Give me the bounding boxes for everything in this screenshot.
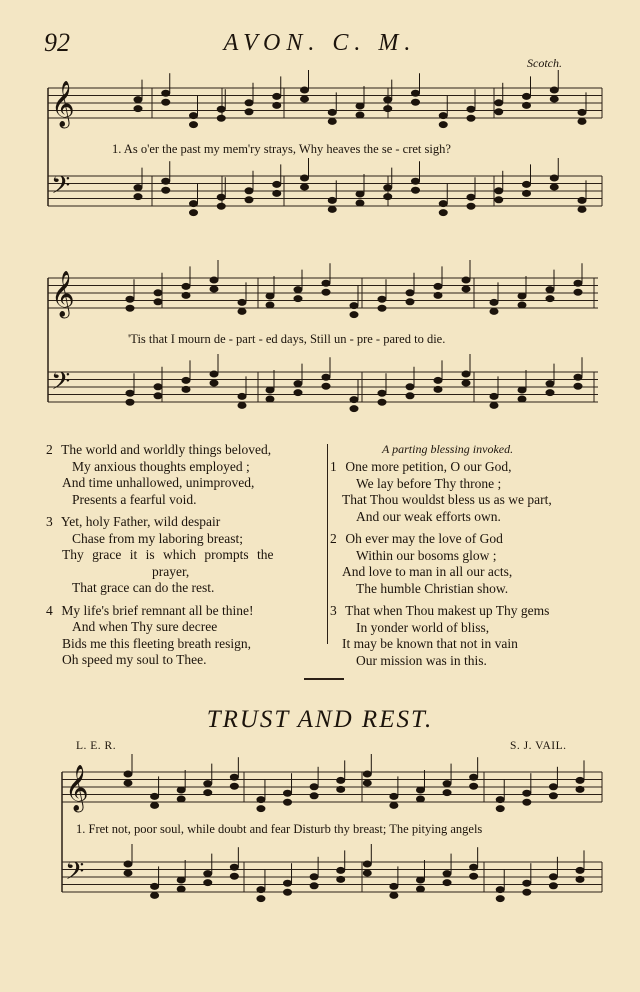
note-head <box>238 308 246 314</box>
treble-clef-icon: 𝄞 <box>51 81 75 127</box>
note-head <box>356 112 364 118</box>
note-head <box>523 181 531 187</box>
note-head <box>257 797 265 803</box>
note-head <box>350 312 358 318</box>
note-head <box>124 780 132 786</box>
note-head <box>378 305 386 311</box>
note-head <box>162 90 170 96</box>
note-head <box>294 381 302 387</box>
verse-number: 4 <box>46 602 53 618</box>
note-head <box>470 873 478 879</box>
verse-line: My anxious thoughts employed ; <box>72 458 250 474</box>
avon-treble-notes-2 <box>126 260 582 318</box>
note-head <box>518 293 526 299</box>
note-head <box>126 305 134 311</box>
note-head <box>496 797 504 803</box>
verse-number: 3 <box>46 514 53 529</box>
verse-3 <box>330 603 630 669</box>
verse-line: One more petition, O our God, <box>345 459 512 474</box>
note-head <box>301 87 309 93</box>
verses-right-column <box>330 459 630 669</box>
verse-line: That Thou wouldst bless us as we part, <box>342 492 552 507</box>
note-head <box>126 390 134 396</box>
verse-line: prayer, <box>152 563 190 579</box>
note-head <box>412 99 420 105</box>
avon-treble-staff-1 <box>48 81 602 129</box>
note-head <box>210 277 218 283</box>
verse-line: Bids me this fleeting breath resign, <box>62 635 251 651</box>
note-head <box>470 864 478 870</box>
verse-line: The world and worldly things beloved, <box>61 442 272 457</box>
note-head <box>462 380 470 386</box>
note-head <box>151 793 159 799</box>
verse-line: In yonder world of bliss, <box>356 619 490 635</box>
verse-line: Our mission was in this. <box>356 652 487 668</box>
note-head <box>301 175 309 181</box>
note-head <box>204 880 212 886</box>
note-head <box>257 806 265 812</box>
note-head <box>134 185 142 191</box>
note-head <box>190 113 198 119</box>
verses-left-column <box>46 442 326 669</box>
note-head <box>434 377 442 383</box>
note-head <box>550 96 558 102</box>
note-head <box>322 383 330 389</box>
note-head <box>154 299 162 305</box>
note-head <box>443 880 451 886</box>
note-head <box>434 292 442 298</box>
note-head <box>151 883 159 889</box>
note-head <box>204 781 212 787</box>
note-head <box>546 381 554 387</box>
bass-clef-icon: 𝄢 <box>51 367 71 402</box>
verse-line: Within our bosoms glow ; <box>356 547 497 563</box>
verse-line: That grace can do the rest. <box>72 580 215 595</box>
note-head <box>284 790 292 796</box>
note-head <box>124 870 132 876</box>
composer-credit-scotch: Scotch. <box>527 56 562 70</box>
note-head <box>523 190 531 196</box>
note-head <box>467 203 475 209</box>
note-head <box>518 302 526 308</box>
note-head <box>550 175 558 181</box>
note-head <box>490 299 498 305</box>
treble-clef-icon: 𝄞 <box>65 765 89 811</box>
note-head <box>576 777 584 783</box>
note-head <box>495 100 503 106</box>
note-head <box>294 296 302 302</box>
note-head <box>495 109 503 115</box>
note-head <box>257 896 265 902</box>
note-head <box>578 118 586 124</box>
bass-clef-icon: 𝄢 <box>65 857 85 892</box>
note-head <box>378 399 386 405</box>
note-head <box>310 793 318 799</box>
note-head <box>310 874 318 880</box>
note-head <box>546 296 554 302</box>
note-head <box>190 210 198 216</box>
note-head <box>406 393 414 399</box>
avon-bass-notes-2 <box>126 354 582 412</box>
note-head <box>378 390 386 396</box>
avon-lyric-line-2: 'Tis that I mourn de - part - ed days, Still un - pre - pared to die. <box>128 332 446 346</box>
note-head <box>151 802 159 808</box>
note-head <box>574 374 582 380</box>
note-head <box>523 790 531 796</box>
note-head <box>412 90 420 96</box>
note-head <box>495 197 503 203</box>
verse-2 <box>46 442 326 508</box>
note-head <box>434 283 442 289</box>
note-head <box>230 864 238 870</box>
note-head <box>124 861 132 867</box>
note-head <box>154 384 162 390</box>
note-head <box>177 796 185 802</box>
verse-line: Yet, holy Father, wild despair <box>60 514 221 529</box>
note-head <box>124 771 132 777</box>
note-head <box>337 867 345 873</box>
note-head <box>523 880 531 886</box>
note-head <box>363 771 371 777</box>
note-head <box>549 874 557 880</box>
note-head <box>356 103 364 109</box>
note-head <box>495 188 503 194</box>
note-head <box>177 877 185 883</box>
note-head <box>177 787 185 793</box>
page-number: 92 <box>44 28 70 57</box>
note-head <box>190 122 198 128</box>
verse-number: 2 <box>330 531 337 546</box>
note-head <box>574 383 582 389</box>
note-head <box>416 886 424 892</box>
note-head <box>350 406 358 412</box>
verse-number: 1 <box>330 459 337 474</box>
note-head <box>378 296 386 302</box>
note-head <box>182 377 190 383</box>
note-head <box>356 191 364 197</box>
note-head <box>439 113 447 119</box>
note-head <box>434 386 442 392</box>
note-head <box>126 296 134 302</box>
section-caption-parting-blessing: A parting blessing invoked. <box>382 442 514 456</box>
note-head <box>363 870 371 876</box>
verse-line: It may be known that not in vain <box>342 636 518 651</box>
verse-2 <box>330 531 630 597</box>
note-head <box>390 802 398 808</box>
note-head <box>154 290 162 296</box>
trust-lyric-line-1: 1. Fret not, poor soul, while doubt and fear Disturb thy breast; The pitying angels <box>76 822 483 836</box>
note-head <box>154 393 162 399</box>
composer-credit-vail: S. J. VAIL. <box>510 740 567 752</box>
note-head <box>245 100 253 106</box>
note-head <box>301 184 309 190</box>
note-head <box>162 178 170 184</box>
note-head <box>546 390 554 396</box>
note-head <box>384 97 392 103</box>
trust-treble-staff-1 <box>62 765 602 813</box>
note-head <box>384 106 392 112</box>
note-head <box>462 277 470 283</box>
note-head <box>363 780 371 786</box>
note-head <box>490 308 498 314</box>
note-head <box>230 873 238 879</box>
note-head <box>576 876 584 882</box>
note-head <box>273 93 281 99</box>
note-head <box>310 883 318 889</box>
note-head <box>210 286 218 292</box>
section-divider-rule <box>304 678 344 680</box>
note-head <box>416 877 424 883</box>
note-head <box>462 286 470 292</box>
note-head <box>416 796 424 802</box>
note-head <box>406 299 414 305</box>
note-head <box>490 402 498 408</box>
note-head <box>294 390 302 396</box>
note-head <box>467 194 475 200</box>
note-head <box>390 892 398 898</box>
note-head <box>322 280 330 286</box>
note-head <box>523 889 531 895</box>
note-head <box>284 880 292 886</box>
note-head <box>134 97 142 103</box>
note-head <box>182 283 190 289</box>
note-head <box>266 387 274 393</box>
note-head <box>549 793 557 799</box>
note-head <box>204 871 212 877</box>
note-head <box>576 867 584 873</box>
note-head <box>294 287 302 293</box>
note-head <box>523 102 531 108</box>
note-head <box>210 380 218 386</box>
note-head <box>546 287 554 293</box>
hymn-title-avon: AVON. C. M. <box>223 30 417 56</box>
note-head <box>496 896 504 902</box>
note-head <box>217 115 225 121</box>
avon-lyric-line-1: 1. As o'er the past my mem'ry strays, Why heaves the se - cret sigh? <box>112 142 451 156</box>
note-head <box>134 106 142 112</box>
note-head <box>406 384 414 390</box>
note-head <box>230 783 238 789</box>
treble-clef-icon: 𝄞 <box>51 271 75 317</box>
author-credit: L. E. R. <box>76 740 117 752</box>
note-head <box>439 201 447 207</box>
note-head <box>322 374 330 380</box>
note-head <box>576 786 584 792</box>
note-head <box>518 387 526 393</box>
note-head <box>550 87 558 93</box>
note-head <box>257 887 265 893</box>
verse-line: And time unhallowed, unimproved, <box>62 475 255 490</box>
note-head <box>390 793 398 799</box>
note-head <box>549 784 557 790</box>
note-head <box>337 777 345 783</box>
note-head <box>523 93 531 99</box>
note-head <box>322 289 330 295</box>
verse-line: Oh ever may the love of God <box>345 531 503 546</box>
note-head <box>490 393 498 399</box>
trust-bass-staff-1 <box>62 857 602 892</box>
note-head <box>162 99 170 105</box>
note-head <box>204 790 212 796</box>
hymn-title-trust-and-rest: TRUST AND REST. <box>206 706 434 733</box>
verse-number: 3 <box>330 603 337 618</box>
verse-line: That when Thou makest up Thy gems <box>345 603 550 618</box>
note-head <box>550 184 558 190</box>
verse-line: And when Thy sure decree <box>72 619 218 634</box>
avon-treble-notes-1 <box>134 70 586 128</box>
verse-line: Oh speed my soul to Thee. <box>62 652 207 667</box>
note-head <box>126 399 134 405</box>
note-head <box>384 185 392 191</box>
note-head <box>574 289 582 295</box>
column-divider <box>327 444 328 644</box>
note-head <box>210 371 218 377</box>
note-head <box>238 393 246 399</box>
note-head <box>578 109 586 115</box>
verse-number: 2 <box>46 442 53 457</box>
verse-4 <box>46 603 326 669</box>
note-head <box>230 774 238 780</box>
note-head <box>439 122 447 128</box>
note-head <box>217 203 225 209</box>
note-head <box>182 386 190 392</box>
avon-bass-staff-1 <box>48 171 602 206</box>
note-head <box>574 280 582 286</box>
note-head <box>266 396 274 402</box>
note-head <box>310 784 318 790</box>
note-head <box>245 188 253 194</box>
note-head <box>578 197 586 203</box>
verse-line: Chase from my laboring breast; <box>72 530 243 546</box>
verse-1 <box>330 459 630 525</box>
note-head <box>337 876 345 882</box>
note-head <box>328 118 336 124</box>
note-head <box>337 786 345 792</box>
note-head <box>439 210 447 216</box>
note-head <box>217 194 225 200</box>
note-head <box>443 790 451 796</box>
note-head <box>301 96 309 102</box>
note-head <box>578 206 586 212</box>
note-head <box>350 397 358 403</box>
note-head <box>328 206 336 212</box>
note-head <box>467 106 475 112</box>
verse-line: The humble Christian show. <box>356 580 509 596</box>
note-head <box>496 887 504 893</box>
note-head <box>523 799 531 805</box>
note-head <box>273 190 281 196</box>
note-head <box>328 109 336 115</box>
note-head <box>390 883 398 889</box>
note-head <box>273 102 281 108</box>
verse-line: And our weak efforts own. <box>356 508 501 524</box>
note-head <box>467 115 475 121</box>
note-head <box>518 396 526 402</box>
bass-clef-icon: 𝄢 <box>51 171 71 206</box>
note-head <box>328 197 336 203</box>
note-head <box>134 194 142 200</box>
trust-bass-notes-1 <box>124 844 584 902</box>
note-head <box>406 290 414 296</box>
note-head <box>190 201 198 207</box>
avon-bass-notes-1 <box>134 158 586 216</box>
note-head <box>151 892 159 898</box>
note-head <box>284 799 292 805</box>
note-head <box>284 889 292 895</box>
note-head <box>384 194 392 200</box>
note-head <box>443 871 451 877</box>
note-head <box>350 303 358 309</box>
verse-3 <box>46 514 326 597</box>
note-head <box>245 197 253 203</box>
note-head <box>177 886 185 892</box>
note-head <box>356 200 364 206</box>
verse-line: Thy grace it is which prompts the <box>62 547 274 562</box>
note-head <box>416 787 424 793</box>
note-head <box>182 292 190 298</box>
verse-line: And love to man in all our acts, <box>342 564 513 579</box>
note-head <box>238 402 246 408</box>
note-head <box>412 178 420 184</box>
trust-treble-notes-1 <box>124 754 584 812</box>
note-head <box>549 883 557 889</box>
note-head <box>462 371 470 377</box>
note-head <box>238 299 246 305</box>
note-head <box>162 187 170 193</box>
note-head <box>412 187 420 193</box>
verse-line: Presents a fearful void. <box>72 491 197 507</box>
note-head <box>496 806 504 812</box>
verse-line: My life's brief remnant all be thine! <box>61 602 254 618</box>
note-head <box>363 861 371 867</box>
note-head <box>217 106 225 112</box>
note-head <box>273 181 281 187</box>
verse-line: We lay before Thy throne ; <box>356 475 502 491</box>
note-head <box>443 781 451 787</box>
note-head <box>470 774 478 780</box>
note-head <box>470 783 478 789</box>
note-head <box>266 302 274 308</box>
note-head <box>266 293 274 299</box>
note-head <box>245 109 253 115</box>
